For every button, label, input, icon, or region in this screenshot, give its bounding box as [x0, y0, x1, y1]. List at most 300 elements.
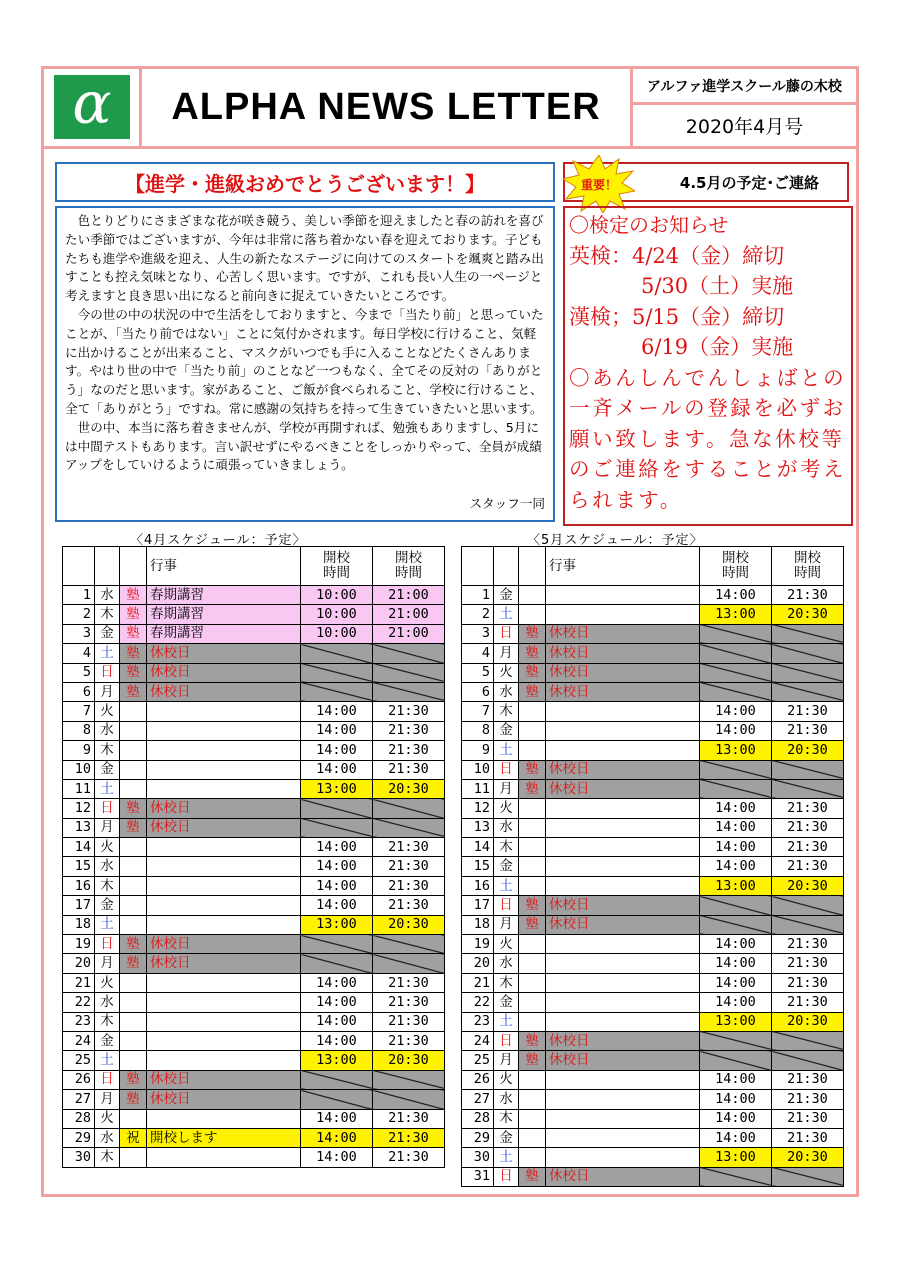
schedule-row: [63, 779, 445, 798]
day-number: 1: [462, 586, 494, 605]
event-mark: 塾: [120, 1090, 147, 1109]
weekday: 日: [95, 935, 120, 954]
open-time: 10:00: [301, 624, 373, 643]
schedule-row: [462, 935, 844, 954]
open-time: [700, 624, 772, 643]
schedule-row: [462, 838, 844, 857]
event-mark: [519, 586, 546, 605]
close-time: 21:30: [772, 838, 844, 857]
weekday: 火: [494, 663, 519, 682]
open-time: 14:00: [700, 586, 772, 605]
close-time: 20:30: [373, 915, 445, 934]
header-open-time: 開校 時間: [301, 547, 373, 586]
weekday: 土: [95, 779, 120, 798]
event-name: 休校日: [147, 935, 301, 954]
close-time: [373, 663, 445, 682]
header-day: [63, 547, 95, 586]
close-time: 21:00: [373, 624, 445, 643]
schedule-header-row: [63, 547, 445, 586]
close-time: [373, 1070, 445, 1089]
congrats-heading: 【進学・進級おめでとうございます！】: [55, 162, 555, 202]
day-number: 2: [462, 605, 494, 624]
event-name: 休校日: [546, 896, 700, 915]
schedule-row: [63, 644, 445, 663]
schedule-row: [462, 915, 844, 934]
schedule-row: [63, 586, 445, 605]
weekday: 月: [95, 954, 120, 973]
weekday: 火: [95, 702, 120, 721]
event-mark: [120, 857, 147, 876]
event-name: [546, 1012, 700, 1031]
event-mark: 塾: [519, 1031, 546, 1050]
weekday: 月: [95, 818, 120, 837]
event-mark: [519, 876, 546, 895]
weekday: 日: [494, 624, 519, 643]
day-number: 10: [63, 760, 95, 779]
day-number: 13: [462, 818, 494, 837]
weekday: 日: [494, 1167, 519, 1186]
schedule-row: [63, 1109, 445, 1128]
event-name: 春期講習: [147, 586, 301, 605]
schedule-row: [63, 876, 445, 895]
day-number: 17: [462, 896, 494, 915]
schedule-row: [462, 993, 844, 1012]
close-time: [373, 818, 445, 837]
event-mark: [519, 954, 546, 973]
schedule-row: [63, 760, 445, 779]
event-name: [147, 779, 301, 798]
schedule-row: [462, 586, 844, 605]
open-time: [700, 1031, 772, 1050]
open-time: 14:00: [301, 741, 373, 760]
open-time: 14:00: [700, 935, 772, 954]
weekday: 土: [95, 915, 120, 934]
open-time: 10:00: [301, 605, 373, 624]
event-mark: 塾: [120, 663, 147, 682]
close-time: [373, 682, 445, 701]
schedule-row: [63, 1090, 445, 1109]
weekday: 土: [95, 1051, 120, 1070]
event-mark: [120, 896, 147, 915]
weekday: 月: [95, 1090, 120, 1109]
schedule-row: [63, 973, 445, 992]
close-time: 21:30: [772, 1128, 844, 1147]
close-time: [772, 1051, 844, 1070]
schedule-row: [462, 1090, 844, 1109]
notice-box: [563, 206, 853, 526]
event-mark: 塾: [519, 760, 546, 779]
day-number: 25: [63, 1051, 95, 1070]
close-time: [772, 644, 844, 663]
close-time: 21:30: [772, 935, 844, 954]
issue-date: 2020年4月号: [633, 105, 856, 149]
event-name: [147, 1051, 301, 1070]
weekday: 水: [494, 682, 519, 701]
open-time: 14:00: [301, 896, 373, 915]
schedule-row: [462, 799, 844, 818]
school-name: アルファ進学スクール藤の木校: [633, 69, 856, 105]
weekday: 木: [95, 876, 120, 895]
greeting-letter: [55, 206, 555, 522]
event-name: 休校日: [147, 954, 301, 973]
open-time: [301, 1070, 373, 1089]
schedule-row: [63, 624, 445, 643]
weekday: 金: [95, 1031, 120, 1050]
close-time: 21:30: [373, 1012, 445, 1031]
open-time: 14:00: [301, 1109, 373, 1128]
close-time: 21:30: [772, 1109, 844, 1128]
close-time: [373, 799, 445, 818]
weekday: 水: [95, 586, 120, 605]
event-name: 休校日: [546, 1031, 700, 1050]
close-time: [373, 935, 445, 954]
day-number: 22: [462, 993, 494, 1012]
event-mark: [120, 1109, 147, 1128]
event-name: [546, 1070, 700, 1089]
open-time: [301, 954, 373, 973]
close-time: [772, 1167, 844, 1186]
day-number: 21: [63, 973, 95, 992]
may-schedule-caption: 〈5月スケジュール：予定〉: [527, 533, 704, 548]
day-number: 29: [63, 1128, 95, 1147]
close-time: [772, 624, 844, 643]
event-name: [546, 935, 700, 954]
day-number: 1: [63, 586, 95, 605]
day-number: 5: [462, 663, 494, 682]
notice-kanken-deadline: 漢検；5/15（金）締切: [569, 304, 785, 329]
weekday: 日: [494, 1031, 519, 1050]
day-number: 24: [63, 1031, 95, 1050]
close-time: 21:30: [772, 857, 844, 876]
close-time: 21:30: [772, 1070, 844, 1089]
schedule-row: [63, 1148, 445, 1167]
notice-kanken-exam: 6/19（金）実施: [641, 335, 794, 359]
event-name: [147, 973, 301, 992]
weekday: 水: [494, 818, 519, 837]
event-mark: [120, 1051, 147, 1070]
event-name: 休校日: [546, 624, 700, 643]
day-number: 25: [462, 1051, 494, 1070]
open-time: 14:00: [301, 702, 373, 721]
schedule-row: [63, 954, 445, 973]
event-name: 休校日: [147, 1090, 301, 1109]
notice-heading: 4.5月の予定･ご連絡: [563, 162, 849, 202]
event-mark: [519, 721, 546, 740]
weekday: 月: [494, 644, 519, 663]
day-number: 13: [63, 818, 95, 837]
event-name: [546, 1148, 700, 1167]
day-number: 9: [63, 741, 95, 760]
event-mark: [519, 1128, 546, 1147]
schedule-row: [63, 1070, 445, 1089]
event-mark: 塾: [519, 915, 546, 934]
day-number: 16: [63, 876, 95, 895]
day-number: 19: [462, 935, 494, 954]
event-name: 休校日: [546, 779, 700, 798]
header-close-time: 開校 時間: [373, 547, 445, 586]
event-name: 休校日: [546, 682, 700, 701]
close-time: 21:30: [373, 1109, 445, 1128]
event-name: [147, 896, 301, 915]
header-close-time: 開校 時間: [772, 547, 844, 586]
event-name: [546, 721, 700, 740]
day-number: 31: [462, 1167, 494, 1186]
close-time: 21:30: [373, 857, 445, 876]
open-time: [301, 799, 373, 818]
open-time: [700, 779, 772, 798]
open-time: 14:00: [301, 876, 373, 895]
schedule-row: [462, 779, 844, 798]
event-mark: [120, 760, 147, 779]
weekday: 金: [494, 721, 519, 740]
weekday: 日: [95, 1070, 120, 1089]
event-name: 開校します: [147, 1128, 301, 1147]
weekday: 火: [95, 838, 120, 857]
event-mark: 塾: [120, 682, 147, 701]
day-number: 22: [63, 993, 95, 1012]
schedule-row: [462, 1167, 844, 1186]
open-time: 13:00: [700, 605, 772, 624]
close-time: 21:30: [772, 799, 844, 818]
event-name: [147, 1012, 301, 1031]
header-event: 行事: [147, 547, 301, 586]
event-mark: [120, 741, 147, 760]
open-time: 14:00: [700, 993, 772, 1012]
close-time: [373, 954, 445, 973]
event-mark: [519, 1090, 546, 1109]
day-number: 10: [462, 760, 494, 779]
day-number: 7: [63, 702, 95, 721]
open-time: 14:00: [700, 702, 772, 721]
event-name: [546, 954, 700, 973]
event-name: 休校日: [147, 644, 301, 663]
open-time: [301, 935, 373, 954]
event-name: [546, 857, 700, 876]
event-name: [546, 1109, 700, 1128]
weekday: 木: [95, 1012, 120, 1031]
open-time: 14:00: [700, 1090, 772, 1109]
schedule-row: [462, 605, 844, 624]
event-name: [147, 838, 301, 857]
weekday: 水: [95, 857, 120, 876]
event-mark: [120, 1031, 147, 1050]
event-name: [147, 915, 301, 934]
close-time: 21:30: [373, 973, 445, 992]
close-time: 21:30: [373, 1031, 445, 1050]
close-time: 21:30: [373, 993, 445, 1012]
day-number: 26: [63, 1070, 95, 1089]
weekday: 月: [494, 915, 519, 934]
weekday: 木: [494, 702, 519, 721]
day-number: 29: [462, 1128, 494, 1147]
day-number: 18: [462, 915, 494, 934]
schedule-row: [462, 760, 844, 779]
open-time: [301, 818, 373, 837]
schedule-row: [462, 702, 844, 721]
open-time: [700, 1051, 772, 1070]
weekday: 水: [95, 993, 120, 1012]
notice-eiken-deadline: 英検：4/24（金）締切: [569, 243, 785, 268]
close-time: 21:30: [373, 876, 445, 895]
day-number: 19: [63, 935, 95, 954]
schedule-row: [462, 624, 844, 643]
weekday: 日: [494, 760, 519, 779]
weekday: 木: [95, 605, 120, 624]
weekday: 水: [494, 1090, 519, 1109]
event-mark: 塾: [120, 1070, 147, 1089]
header-open-time: 開校 時間: [700, 547, 772, 586]
schedule-row: [63, 915, 445, 934]
event-name: [546, 993, 700, 1012]
day-number: 11: [462, 779, 494, 798]
event-mark: 塾: [120, 586, 147, 605]
april-schedule-caption: 〈4月スケジュール：予定〉: [130, 533, 307, 548]
close-time: 20:30: [772, 741, 844, 760]
day-number: 11: [63, 779, 95, 798]
open-time: 14:00: [700, 857, 772, 876]
schedule-row: [63, 935, 445, 954]
event-mark: [519, 799, 546, 818]
event-name: [147, 702, 301, 721]
open-time: [700, 644, 772, 663]
schedule-row: [462, 1012, 844, 1031]
day-number: 2: [63, 605, 95, 624]
day-number: 15: [63, 857, 95, 876]
event-name: 休校日: [546, 663, 700, 682]
weekday: 木: [494, 973, 519, 992]
open-time: 14:00: [700, 818, 772, 837]
weekday: 金: [494, 586, 519, 605]
event-mark: [120, 702, 147, 721]
weekday: 土: [95, 644, 120, 663]
weekday: 水: [95, 721, 120, 740]
open-time: [700, 915, 772, 934]
schedule-header-row: [462, 547, 844, 586]
day-number: 5: [63, 663, 95, 682]
event-name: [147, 721, 301, 740]
weekday: 金: [95, 760, 120, 779]
open-time: 14:00: [700, 721, 772, 740]
event-name: [147, 1148, 301, 1167]
may-schedule-table: [461, 546, 844, 1187]
event-name: [147, 857, 301, 876]
event-mark: 塾: [120, 605, 147, 624]
header-weekday: [494, 547, 519, 586]
event-mark: [519, 1109, 546, 1128]
open-time: 14:00: [301, 1012, 373, 1031]
schedule-row: [462, 1031, 844, 1050]
close-time: 21:30: [772, 973, 844, 992]
event-name: 休校日: [546, 760, 700, 779]
schedule-row: [63, 818, 445, 837]
weekday: 火: [494, 935, 519, 954]
schedule-row: [462, 1128, 844, 1147]
open-time: 14:00: [301, 857, 373, 876]
event-mark: [519, 605, 546, 624]
event-mark: [519, 702, 546, 721]
event-name: [546, 605, 700, 624]
day-number: 3: [462, 624, 494, 643]
schedule-row: [63, 663, 445, 682]
open-time: [301, 682, 373, 701]
event-mark: 塾: [120, 935, 147, 954]
day-number: 12: [63, 799, 95, 818]
event-name: [147, 760, 301, 779]
alpha-logo: [54, 69, 130, 139]
header-mark: [120, 547, 147, 586]
event-mark: [120, 1012, 147, 1031]
event-name: [546, 799, 700, 818]
open-time: 14:00: [301, 993, 373, 1012]
open-time: [301, 663, 373, 682]
event-name: [147, 1109, 301, 1128]
day-number: 23: [63, 1012, 95, 1031]
open-time: 14:00: [301, 1031, 373, 1050]
close-time: 20:30: [772, 876, 844, 895]
event-name: 休校日: [147, 682, 301, 701]
event-mark: [519, 818, 546, 837]
schedule-row: [63, 993, 445, 1012]
event-mark: [519, 973, 546, 992]
event-mark: [519, 1148, 546, 1167]
close-time: 21:30: [373, 760, 445, 779]
day-number: 6: [462, 682, 494, 701]
weekday: 火: [95, 1109, 120, 1128]
weekday: 日: [95, 799, 120, 818]
day-number: 23: [462, 1012, 494, 1031]
event-name: [546, 818, 700, 837]
event-mark: 塾: [120, 644, 147, 663]
event-name: [147, 741, 301, 760]
day-number: 4: [462, 644, 494, 663]
event-name: 休校日: [546, 644, 700, 663]
weekday: 土: [494, 605, 519, 624]
day-number: 8: [63, 721, 95, 740]
day-number: 26: [462, 1070, 494, 1089]
close-time: 21:30: [373, 1148, 445, 1167]
header-mark: [519, 547, 546, 586]
weekday: 月: [95, 682, 120, 701]
schedule-row: [63, 799, 445, 818]
weekday: 水: [494, 954, 519, 973]
schedule-row: [63, 896, 445, 915]
day-number: 28: [462, 1109, 494, 1128]
open-time: 14:00: [700, 1128, 772, 1147]
event-name: 休校日: [147, 799, 301, 818]
schedule-row: [462, 876, 844, 895]
schedule-row: [462, 663, 844, 682]
close-time: 21:00: [373, 586, 445, 605]
open-time: 14:00: [301, 721, 373, 740]
notice-mail-registration: 〇あんしんでんしょばとの一斉メールの登録を必ずお願い致します。急な休校等のご連絡をすることが考えられます。: [569, 365, 847, 512]
event-mark: 塾: [519, 682, 546, 701]
weekday: 日: [95, 663, 120, 682]
day-number: 14: [462, 838, 494, 857]
close-time: 21:30: [772, 1090, 844, 1109]
day-number: 3: [63, 624, 95, 643]
event-mark: [120, 973, 147, 992]
close-time: 21:30: [373, 838, 445, 857]
weekday: 土: [494, 1012, 519, 1031]
letter-paragraph: 世の中、本当に落ち着きませんが、学校が再開すれば、勉強もありますし、5月には中間テストもあります。言い訳せずにやるべきことをしっかりやって、全員が成績アップをしていけるように頑張っていきましょう。: [65, 419, 542, 473]
close-time: 21:30: [772, 954, 844, 973]
open-time: 13:00: [700, 741, 772, 760]
schedule-row: [462, 721, 844, 740]
open-time: 13:00: [301, 1051, 373, 1070]
close-time: 20:30: [373, 779, 445, 798]
event-name: [546, 838, 700, 857]
schedule-row: [462, 818, 844, 837]
